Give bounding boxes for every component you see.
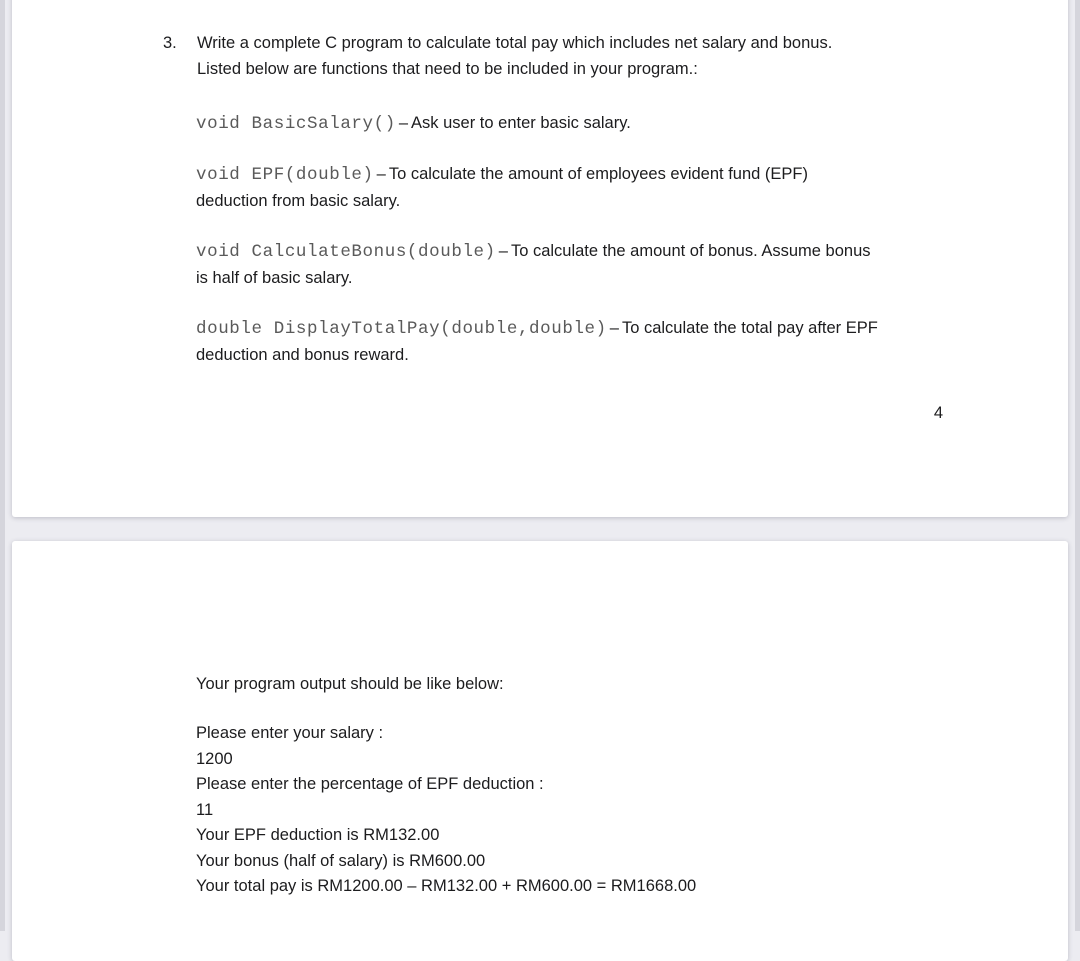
question-number: 3. (163, 34, 177, 52)
function-spec-displaytotalpay (196, 315, 1068, 368)
function-spec-basicsalary (196, 110, 1068, 137)
question-3 (12, 0, 1068, 82)
document-page-2 (12, 541, 1068, 961)
question-line-2: Listed below are functions that need to be included in your program.: (197, 60, 698, 78)
output-line-prompt-salary: Please enter your salary : (196, 724, 384, 742)
question-text (197, 30, 832, 82)
dash-separator: – (498, 242, 508, 260)
output-line-total-pay: Your total pay is RM1200.00 – RM132.00 + RM600.00 = RM1668.00 (196, 877, 697, 895)
output-line-epf-value: 11 (196, 800, 214, 819)
output-line-salary-value: 1200 (196, 749, 233, 768)
function-description: To calculate the amount of employees evident fund (EPF) (388, 165, 808, 183)
function-list (12, 110, 1068, 368)
function-signature: void BasicSalary() (196, 114, 396, 134)
output-line-prompt-epf: Please enter the percentage of EPF deduction : (196, 775, 544, 793)
output-line-bonus: Your bonus (half of salary) is RM600.00 (196, 851, 486, 870)
function-spec-epf (196, 161, 1068, 214)
program-output-sample (12, 721, 1068, 900)
dash-separator: – (376, 165, 386, 183)
dash-separator: – (609, 319, 619, 337)
document-page-1 (12, 0, 1068, 517)
page-number: 4 (933, 404, 943, 422)
question-line-1: Write a complete C program to calculate total pay which includes net salary and bonus. (197, 34, 833, 52)
function-description-continued: is half of basic salary. (196, 269, 353, 287)
function-description: Ask user to enter basic salary. (411, 114, 631, 132)
function-description-continued: deduction from basic salary. (196, 192, 401, 210)
function-signature: double DisplayTotalPay(double,double) (196, 319, 607, 339)
function-description-continued: deduction and bonus reward. (196, 346, 409, 364)
function-spec-calculatebonus (196, 238, 1068, 291)
screen-edge-right (1075, 0, 1080, 931)
function-description: To calculate the amount of bonus. Assume bonus (510, 242, 871, 260)
screen-edge-left (0, 0, 5, 931)
output-intro-text: Your program output should be like below: (196, 675, 504, 693)
dash-separator: – (398, 114, 409, 132)
function-description: To calculate the total pay after EPF (621, 319, 878, 337)
function-signature: void CalculateBonus(double) (196, 242, 496, 262)
output-line-epf-deduction: Your EPF deduction is RM132.00 (196, 826, 440, 844)
function-signature: void EPF(double) (196, 165, 374, 185)
